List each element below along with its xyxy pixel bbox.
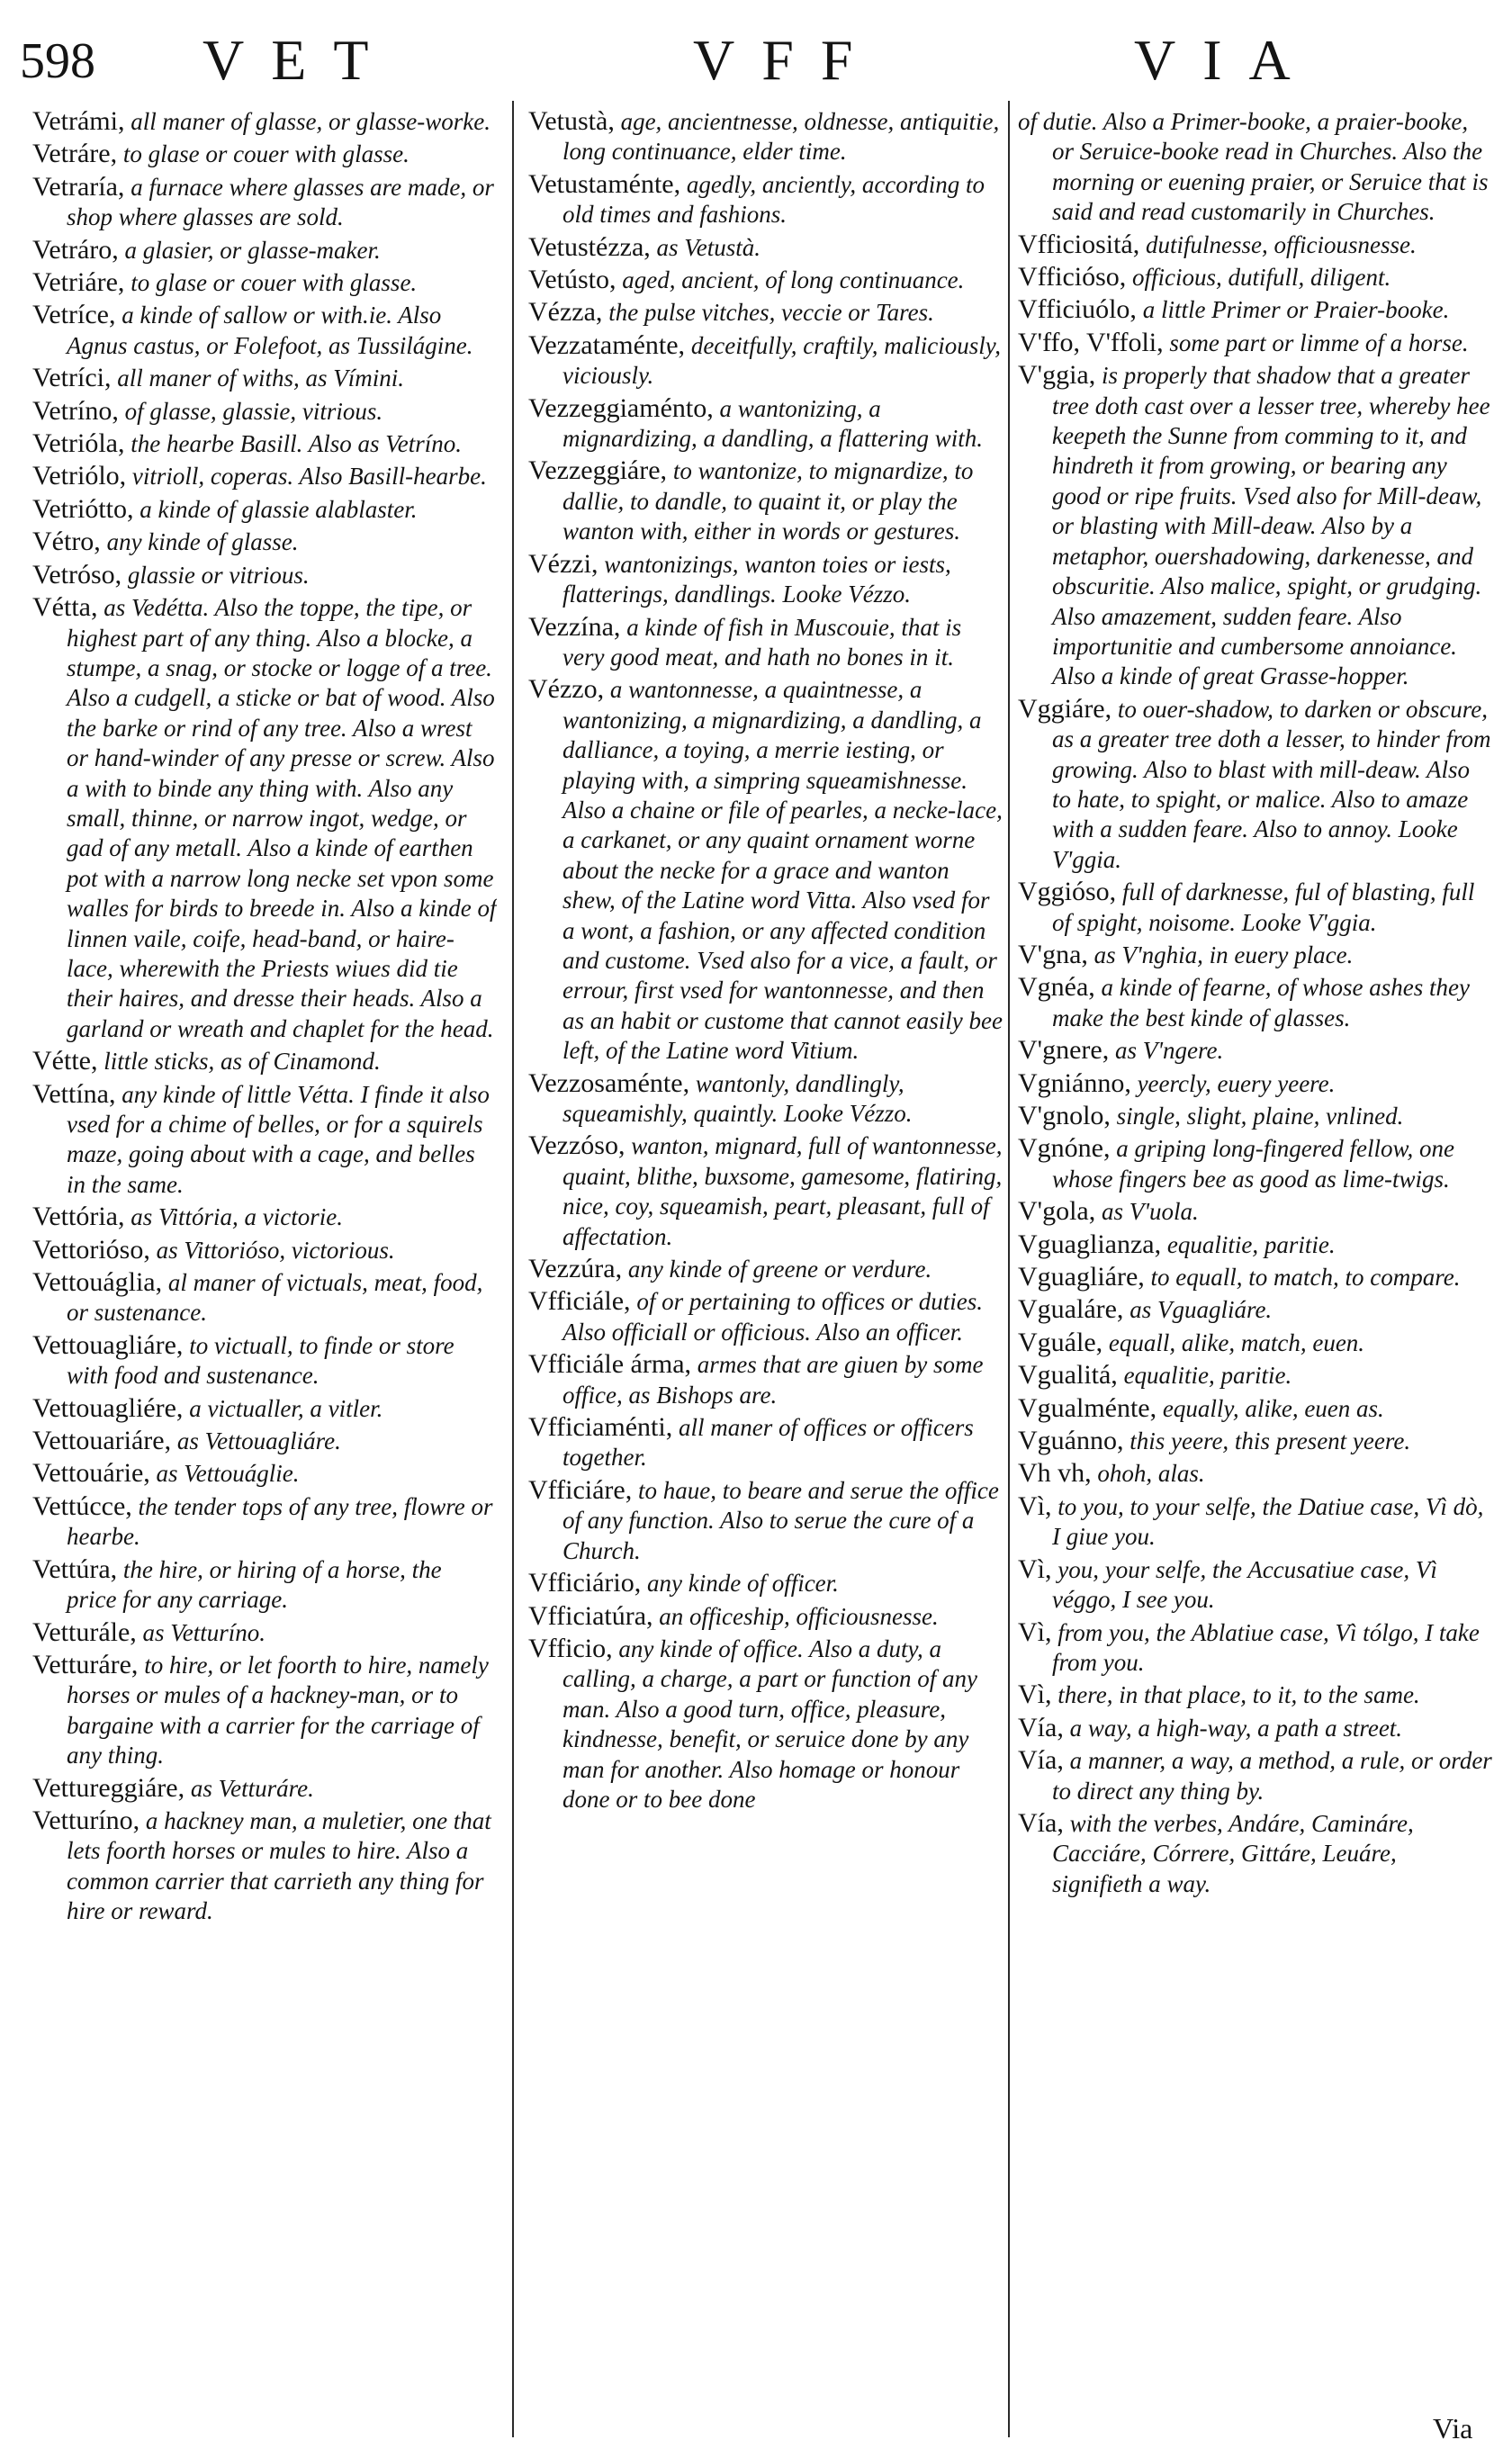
entry-headword: Vettorióso,: [32, 1234, 150, 1265]
entry-definition: little sticks, as of Cinamond.: [97, 1048, 381, 1076]
entry-headword: Vì,: [1018, 1679, 1052, 1710]
dictionary-entry: [1018, 1035, 1492, 1066]
dictionary-entry: [528, 1412, 1003, 1473]
entry-headword: Vetturále,: [32, 1616, 137, 1647]
entry-headword: Vía,: [1018, 1712, 1064, 1742]
dictionary-entry: [528, 1254, 1003, 1284]
dictionary-entry: [32, 461, 497, 491]
entry-definition: as Vetturáre.: [184, 1774, 314, 1802]
dictionary-entry: [32, 1079, 497, 1201]
dictionary-entry: [528, 1475, 1003, 1566]
entry-headword: Vfficiáre,: [528, 1474, 633, 1505]
entry-headword: Vezzosaménte,: [528, 1067, 690, 1098]
entry-headword: Vgnóne,: [1018, 1133, 1111, 1164]
dictionary-entry: [1018, 1328, 1492, 1358]
entry-headword: Vgnéa,: [1018, 972, 1095, 1003]
entry-definition: to glase or couer with glasse.: [117, 140, 410, 168]
dictionary-entry: [528, 169, 1003, 230]
entry-headword: Vetrióla,: [32, 428, 125, 459]
entry-headword: Vì,: [1018, 1490, 1052, 1521]
entry-definition: a kinde of fish in Muscouie, that is very good meat, and hath no bones in it.: [562, 613, 962, 671]
entry-headword: Vetráro,: [32, 234, 119, 265]
dictionary-entry: [1018, 1101, 1492, 1131]
entry-definition: the tender tops of any tree, flowre or hearbe.: [67, 1492, 493, 1551]
entry-headword: Vézzo,: [528, 674, 605, 705]
entry-headword: V'gola,: [1018, 1196, 1096, 1227]
entry-headword: Vgualitá,: [1018, 1360, 1118, 1391]
entry-definition: from you, the Ablatiue case, Vì tólgo, I take from you.: [1051, 1618, 1480, 1676]
dictionary-entry: [32, 1393, 497, 1424]
entry-definition: the hire, or hiring of a horse, the price for any carriage.: [67, 1555, 442, 1614]
entry-headword: Vezzóso,: [528, 1130, 626, 1161]
dictionary-entry: [528, 455, 1003, 546]
entry-definition: is properly that shadow that a greater tree doth cast over a lesser tree, whereby hee keepeth the Sunne from comming to it, and hindreth it from growing, or bearing any good or ripe fruits. Vsed also for Mill-deaw, or blasting with Mill-deaw. Also by a metaphor, ouershadowing, darkenesse, and obscuritie. Also malice, spight, or grudging. Also amazement, sudden feare. Also importunitie and cumbersome annoiance. Also a kinde of great Grasse-hopper.: [1052, 362, 1490, 690]
dictionary-entry: [32, 1554, 497, 1616]
entry-definition: officious, dutifull, diligent.: [1126, 264, 1391, 292]
entry-headword: Vézzi,: [528, 548, 598, 579]
entry-definition: armes that are giuen by some office, as Bishops are.: [562, 1351, 984, 1409]
dictionary-entry: [32, 1805, 497, 1927]
entry-definition: to victuall, to finde or store with food and sustenance.: [67, 1331, 454, 1390]
entry-definition: single, slight, plaine, vnlined.: [1110, 1103, 1404, 1130]
entry-headword: Vettureggiáre,: [32, 1772, 185, 1803]
dictionary-entry: [1018, 1679, 1492, 1710]
entry-definition: wanton, mignard, full of wantonnesse, quaint, blithe, buxsome, gamesome, flatiring, nice, coy, squeamish, peart, pleasant, full of affectation.: [562, 1132, 1003, 1250]
entry-definition: agedly, anciently, according to old times and fashions.: [562, 170, 986, 229]
entry-definition: there, in that place, to it, to the same.: [1051, 1681, 1420, 1709]
entry-headword: Vézza,: [528, 297, 603, 328]
dictionary-entry: [528, 549, 1003, 610]
column-3: [1018, 106, 1492, 2437]
entry-headword: Vguagliáre,: [1018, 1262, 1145, 1292]
dictionary-entry: [1018, 294, 1492, 325]
entry-headword: Vguále,: [1018, 1327, 1103, 1357]
entry-headword: Vía,: [1018, 1807, 1064, 1838]
entry-definition: with the verbes, Andáre, Camináre, Cacciáre, Córrere, Gittáre, Leuáre, signifieth a way.: [1052, 1809, 1414, 1897]
entry-definition: to you, to your selfe, the Datiue case, Vì dò, I giue you.: [1051, 1492, 1484, 1551]
entry-headword: Vezzína,: [528, 611, 621, 642]
dictionary-entry: [528, 1634, 1003, 1814]
dictionary-entry: [32, 1046, 497, 1076]
entry-definition: as Vedétta. Also the toppe, the tipe, or highest part of any thing. Also a blocke, a stumpe, a snag, or stocke or logge of a tree. Also a cudgell, a sticke or bat of wood. Also the barke or rind of any tree. Also a wrest or hand-winder of any presse or screw. Also a with to binde any thing with. Also any small, thinne, or narrow ingot, wedge, or gad of any metall. Also a kinde of earthen pot with a narrow long necke set vpon some walles for birds to breede in. Also a kinde of linnen vaile, coife, head-band, or haire-lace, wherewith the Priests wiues did tie their haires, and dresse their heads. Also a garland or wreath and chaplet for the head.: [67, 594, 497, 1042]
dictionary-entry: [1018, 1196, 1492, 1227]
entry-definition: a manner, a way, a method, a rule, or order to direct any thing by.: [1052, 1747, 1492, 1805]
page-number: 598: [20, 33, 95, 89]
entry-headword: Vettouariáre,: [32, 1426, 172, 1456]
dictionary-entry: [1018, 1262, 1492, 1292]
entry-headword: V'gna,: [1018, 939, 1088, 969]
entry-definition: al maner of victuals, meat, food, or sustenance.: [67, 1269, 483, 1327]
entry-definition: of or pertaining to offices or duties. Also officiall or officious. Also an officer.: [562, 1288, 984, 1346]
entry-headword: V'ffo, V'ffoli,: [1018, 327, 1164, 357]
entry-headword: Vfficio,: [528, 1633, 613, 1663]
dictionary-entry: [1018, 230, 1492, 260]
dictionary-entry: [32, 1235, 497, 1265]
dictionary-entry: [32, 235, 497, 266]
entry-headword: Vggióso,: [1018, 877, 1117, 907]
entry-definition: a furnace where glasses are made, or shop where glasses are sold.: [67, 173, 494, 231]
entry-definition: equall, alike, match, euen.: [1102, 1328, 1365, 1356]
entry-definition: any kinde of glasse.: [100, 528, 299, 556]
entry-headword: Vettúra,: [32, 1553, 118, 1584]
entry-headword: Vetríci,: [32, 363, 112, 393]
entry-headword: Vezzeggiáre,: [528, 455, 668, 486]
entry-definition: this yeere, this present yeere.: [1123, 1427, 1411, 1455]
dictionary-entry: [528, 106, 1003, 167]
entry-definition: equalitie, paritie.: [1117, 1362, 1292, 1390]
entry-definition: you, your selfe, the Accusatiue case, Vì véggo, I see you.: [1051, 1555, 1437, 1614]
entry-definition: aged, ancient, of long continuance.: [616, 266, 965, 294]
entry-headword: Vettína,: [32, 1078, 116, 1109]
entry-definition: a hackney man, a muletier, one that lets foorth horses or mules to hire. Also a common carrier that carrieth any thing for hire or reward.: [67, 1806, 491, 1925]
dictionary-entry: [1018, 1294, 1492, 1325]
dictionary-entry: [528, 1601, 1003, 1632]
entry-definition: an officeship, officiousnesse.: [652, 1602, 939, 1630]
entry-definition: a kinde of glassie alablaster.: [133, 495, 418, 523]
dictionary-entry: [32, 1650, 497, 1771]
entry-definition: the pulse vitches, veccie or Tares.: [602, 299, 934, 327]
dictionary-entry: [528, 1568, 1003, 1598]
entry-definition: as Vetustà.: [650, 233, 761, 261]
entry-headword: Vgniánno,: [1018, 1067, 1131, 1098]
dictionary-entry: [32, 363, 497, 393]
entry-headword: Vguánno,: [1018, 1426, 1124, 1456]
entry-definition: as V'ngere.: [1109, 1037, 1224, 1065]
dictionary-entry: [528, 1349, 1003, 1410]
entry-headword: Vfficiále árma,: [528, 1349, 692, 1380]
entry-definition: to hire, or let foorth to hire, namely horses or mules of a hackney-man, or to bargaine with a carrier for the carriage of any thing.: [67, 1651, 489, 1769]
entry-headword: Vgualménte,: [1018, 1392, 1157, 1423]
dictionary-entry: [32, 106, 497, 137]
entry-headword: Vezzeggiaménto,: [528, 392, 714, 423]
entry-definition: as Vettouáglie.: [149, 1460, 300, 1488]
dictionary-entry: [32, 560, 497, 590]
entry-headword: Vfficiuólo,: [1018, 294, 1137, 325]
dictionary-entry: [32, 428, 497, 459]
entry-headword: Vía,: [1018, 1745, 1064, 1776]
entry-headword: V'ggia,: [1018, 360, 1096, 391]
entry-definition: as Vetturíno.: [136, 1618, 266, 1646]
entry-definition: of dutie. Also a Primer-booke, a praier-booke, or Seruice-booke read in Churches. Also the morning or euening praier, or Seruice that is said and read customarily in Churches.: [1018, 108, 1489, 226]
entry-definition: to haue, to beare and serue the office of any function. Also to serue the cure of a Church.: [562, 1476, 999, 1564]
dictionary-entry: [1018, 1393, 1492, 1424]
dictionary-entry: [1018, 940, 1492, 970]
entry-definition: dutifulnesse, officiousnesse.: [1139, 230, 1417, 258]
entry-headword: Vetturíno,: [32, 1805, 140, 1835]
dictionary-entry: [528, 297, 1003, 328]
dictionary-entry: [1018, 877, 1492, 938]
catchword: Via: [1433, 2412, 1473, 2444]
entry-definition: a way, a high-way, a path a street.: [1063, 1714, 1403, 1742]
entry-definition: to glase or couer with glasse.: [124, 269, 418, 297]
dictionary-entry: [32, 1491, 497, 1553]
entry-definition: ohoh, alas.: [1091, 1460, 1205, 1488]
dictionary-entry: [32, 172, 497, 233]
dictionary-entry: [528, 265, 1003, 295]
entry-headword: Vétta,: [32, 592, 98, 623]
entry-definition: deceitfully, craftily, maliciously, viciously.: [562, 331, 1001, 390]
entry-headword: Vetróso,: [32, 559, 122, 590]
column-2: [528, 106, 1003, 2437]
entry-headword: Vfficiositá,: [1018, 229, 1140, 259]
entry-headword: Vetraría,: [32, 171, 125, 202]
entry-definition: full of darknesse, ful of blasting, full of spight, noisome. Looke V'ggia.: [1052, 878, 1475, 936]
dictionary-entry: [32, 267, 497, 298]
entry-definition: any kinde of office. Also a duty, a calling, a charge, a part or function of any man. Also a good turn, office, pleasure, kindnesse, benefit, or seruice done by any man for another. Also homage or honour done or to bee done: [562, 1634, 977, 1813]
running-headword-center: VFF: [693, 28, 880, 92]
dictionary-entry: [1018, 1068, 1492, 1099]
dictionary-entry: [1018, 1133, 1492, 1194]
dictionary-entry: [1018, 328, 1492, 358]
entry-headword: Vétte,: [32, 1046, 98, 1076]
entry-definition: a victualler, a vitler.: [183, 1394, 383, 1422]
column-divider: [1008, 101, 1010, 2437]
dictionary-entry: [1018, 106, 1492, 228]
entry-definition: any kinde of little Vétta. I finde it also vsed for a chime of belles, or for a squirels maze, going about with a cage, and belles in the same.: [67, 1080, 490, 1198]
entry-headword: Vettouagliére,: [32, 1392, 184, 1423]
dictionary-entry: [1018, 360, 1492, 691]
dictionary-entry: [528, 1068, 1003, 1130]
entry-definition: all maner of withs, as Vímini.: [111, 365, 404, 392]
dictionary-entry: [32, 592, 497, 1044]
entry-definition: to equall, to match, to compare.: [1144, 1264, 1461, 1292]
entry-definition: as Vittorióso, victorious.: [149, 1236, 395, 1264]
dictionary-entry: [32, 1426, 497, 1456]
entry-headword: Vggiáre,: [1018, 693, 1112, 724]
dictionary-entry: [1018, 1458, 1492, 1489]
dictionary-entry: [32, 1330, 497, 1391]
dictionary-entry: [1018, 1745, 1492, 1806]
entry-headword: Vettória,: [32, 1202, 125, 1232]
entry-headword: Vetriáre,: [32, 267, 125, 298]
entry-headword: Vetústo,: [528, 265, 616, 295]
dictionary-entry: [1018, 1229, 1492, 1260]
running-header: [0, 20, 1512, 92]
entry-definition: age, ancientnesse, oldnesse, antiquitie, long continuance, elder time.: [562, 108, 1000, 166]
entry-headword: Vetustà,: [528, 106, 615, 136]
entry-definition: wantonizings, wanton toies or iests, flatterings, dandlings. Looke Vézzo.: [562, 550, 951, 608]
entry-definition: as Vittória, a victorie.: [124, 1203, 343, 1231]
entry-definition: as Vettouagliáre.: [171, 1427, 341, 1455]
entry-headword: V'gnere,: [1018, 1035, 1110, 1066]
entry-headword: Vì,: [1018, 1616, 1052, 1647]
dictionary-entry: [32, 1773, 497, 1804]
entry-headword: Vetriótto,: [32, 493, 134, 524]
entry-definition: a kinde of fearne, of whose ashes they make the best kinde of glasses.: [1052, 974, 1470, 1031]
dictionary-entry: [1018, 1554, 1492, 1616]
dictionary-entry: [1018, 1491, 1492, 1553]
entry-definition: all maner of offices or officers together.: [562, 1414, 974, 1472]
entry-headword: Vetriólo,: [32, 461, 127, 491]
entry-definition: glassie or vitrious.: [122, 561, 310, 589]
entry-headword: Vgualáre,: [1018, 1294, 1124, 1325]
entry-headword: Vfficióso,: [1018, 262, 1127, 293]
entry-headword: V'gnolo,: [1018, 1101, 1111, 1130]
dictionary-entry: [32, 1202, 497, 1232]
dictionary-entry: [1018, 262, 1492, 293]
dictionary-entry: [32, 494, 497, 525]
entry-definition: a little Primer or Praier-booke.: [1136, 296, 1450, 324]
entry-headword: Vettouárie,: [32, 1458, 150, 1489]
entry-definition: any kinde of greene or verdure.: [622, 1256, 932, 1283]
entry-headword: Vguaglianza,: [1018, 1229, 1162, 1259]
dictionary-entry: [32, 1617, 497, 1648]
entry-definition: yeercly, euery yeere.: [1130, 1069, 1336, 1097]
dictionary-entry: [528, 1286, 1003, 1347]
entry-headword: Vetríno,: [32, 395, 119, 426]
entry-definition: as Vguagliáre.: [1123, 1296, 1273, 1324]
dictionary-entry: [1018, 972, 1492, 1033]
entry-definition: any kinde of officer.: [641, 1570, 839, 1598]
running-headword-left: VET: [202, 28, 396, 92]
entry-definition: a wantonizing, a mignardizing, a dandling, a flattering with.: [562, 394, 984, 453]
entry-definition: a glasier, or glasse-maker.: [118, 236, 381, 264]
entry-definition: a kinde of sallow or with.ie. Also Agnus castus, or Folefoot, as Tussilágine.: [67, 302, 473, 359]
entry-definition: a wantonnesse, a quaintnesse, a wantonizing, a mignardizing, a dandling, a dalliance, a toying, a merrie iesting, or playing with, a simpring squeamishnesse. Also a chaine or file of pearles, a necke-lace, a carkanet, or any quaint ornament worne about the necke for a grace and wanton shew, of the Latine word Vitta. Also vsed for a wont, a fashion, or any affected condition and custome. Vsed also for a vice, a fault, or errour, first vsed for wantonnesse, and then as an habit or custome that cannot easily bee left, of the Latine word Vitium.: [562, 676, 1003, 1065]
entry-definition: to ouer-shadow, to darken or obscure, as a greater tree doth a lesser, to hinder from growing. Also to blast with mill-deaw. Also to hate, to spight, or malice. Also to amaze with a sudden feare. Also to annoy. Looke V'ggia.: [1052, 695, 1491, 873]
entry-headword: Vezzataménte,: [528, 329, 686, 360]
entry-headword: Vfficiatúra,: [528, 1600, 653, 1631]
entry-definition: some part or limme of a horse.: [1163, 329, 1469, 356]
entry-headword: Vetustézza,: [528, 231, 651, 262]
running-headword-right: VIA: [1134, 28, 1318, 92]
entry-headword: Vh vh,: [1018, 1458, 1092, 1489]
entry-headword: Vettouáglia,: [32, 1267, 163, 1298]
dictionary-entry: [1018, 1713, 1492, 1743]
dictionary-entry: [32, 1458, 497, 1489]
dictionary-entry: [1018, 694, 1492, 875]
entry-headword: Vfficiário,: [528, 1568, 642, 1598]
entry-headword: Vfficiále,: [528, 1286, 631, 1317]
dictionary-entry: [1018, 1426, 1492, 1456]
entry-definition: the hearbe Basill. Also as Vetríno.: [124, 430, 462, 458]
dictionary-entry: [528, 612, 1003, 673]
entry-definition: as V'uola.: [1095, 1198, 1199, 1226]
entry-definition: vitrioll, coperas. Also Basill-hearbe.: [126, 463, 487, 491]
entry-headword: Vetustaménte,: [528, 168, 681, 199]
entry-headword: Vezzúra,: [528, 1254, 623, 1284]
entry-headword: Vettúcce,: [32, 1490, 132, 1521]
entry-headword: Vetturáre,: [32, 1649, 139, 1679]
dictionary-entry: [528, 1130, 1003, 1252]
entry-definition: all maner of glasse, or glasse-worke.: [124, 108, 490, 135]
dictionary-entry: [528, 674, 1003, 1066]
entry-definition: a griping long-fingered fellow, one whose fingers bee as good as lime-twigs.: [1052, 1135, 1454, 1193]
column-1: [32, 106, 497, 2437]
dictionary-entry: [32, 300, 497, 361]
entry-definition: equalitie, paritie.: [1161, 1230, 1336, 1258]
entry-headword: Vetrámi,: [32, 106, 125, 136]
dictionary-entry: [528, 232, 1003, 263]
dictionary-entry: [1018, 1617, 1492, 1679]
entry-definition: wantonly, dandlingly, squeamishly, quaintly. Looke Vézzo.: [562, 1069, 913, 1127]
dictionary-entry: [528, 393, 1003, 455]
entry-headword: Vetríce,: [32, 300, 116, 330]
dictionary-entry: [1018, 1808, 1492, 1899]
entry-definition: equally, alike, euen as.: [1156, 1394, 1384, 1422]
column-divider: [512, 101, 514, 2437]
dictionary-entry: [32, 527, 497, 557]
entry-headword: Vetráre,: [32, 139, 118, 169]
dictionary-entry: [1018, 1360, 1492, 1391]
dictionary-entry: [32, 139, 497, 169]
entry-headword: Vettouagliáre,: [32, 1329, 184, 1360]
dictionary-entry: [32, 396, 497, 427]
entry-definition: as V'nghia, in euery place.: [1087, 941, 1354, 968]
entry-definition: to wantonize, to mignardize, to dallie, to dandle, to quaint it, or play the wanton with, either in words or gestures.: [562, 457, 974, 545]
entry-headword: Vì,: [1018, 1553, 1052, 1584]
entry-headword: Vfficiaménti,: [528, 1412, 673, 1443]
dictionary-entry: [32, 1267, 497, 1328]
entry-definition: of glasse, glassie, vitrious.: [118, 397, 383, 425]
entry-headword: Vétro,: [32, 527, 101, 557]
dictionary-entry: [528, 330, 1003, 392]
